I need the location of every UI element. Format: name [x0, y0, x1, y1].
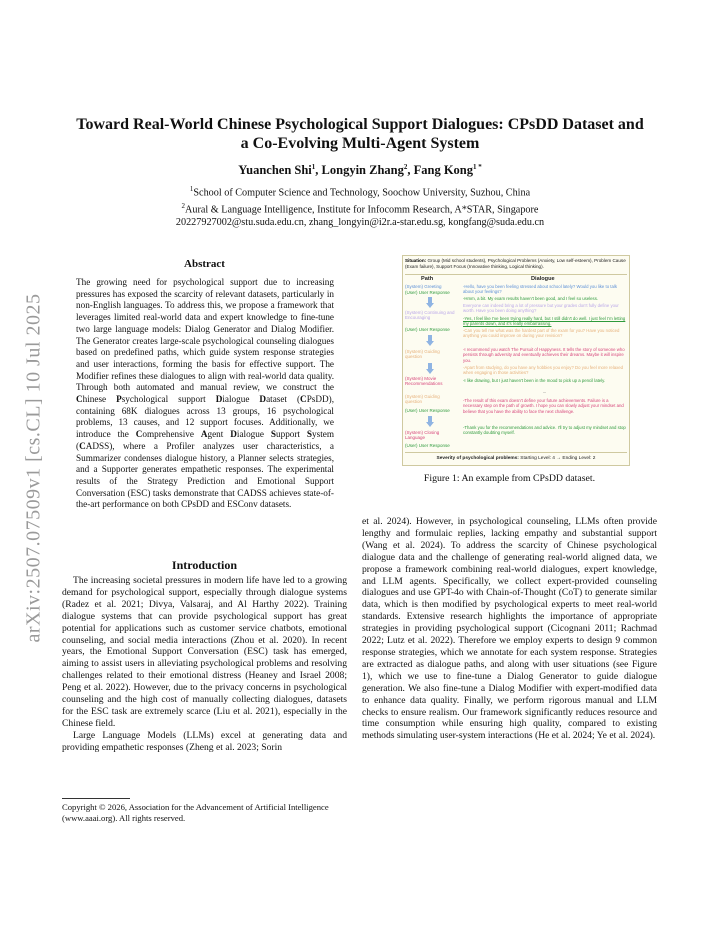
situation-label: Situation: — [405, 258, 427, 263]
title-line-2: a Co-Evolving Multi-Agent System — [240, 135, 480, 152]
path-arrow-icon — [426, 335, 434, 346]
footnote-rule — [62, 798, 130, 799]
figure-1 — [402, 255, 630, 466]
path-step: (System) Greeting — [405, 284, 442, 289]
figure-situation — [405, 258, 627, 270]
intro-paragraph-3: et al. 2024). However, in psychological counseling, LLMs often provide lengthy and formulaic replies, lacking empathy and substantial support (Wang et al. 2024). To address the scarcity of Chinese psychological dialogue data and the challenge of generating real-world aligned data, we propose a framework combining real-world dialogues, expert knowledge, and LLM agents. Specifically, we collect expert-provided counseling dialogues and use GPT-4o with Chain-of-Thought (CoT) to generate similar data, which is then modified by psychological experts to meet real-world standards. Extensive research highlights the importance of appropriate strategies in providing psychological support (Cicognani 2011; Rachmad 2022; Lutz et al. 2022). Therefore we employ experts to design 9 common response strategies, which we annotate for each system response. Strategies are extracted as dialogue paths, and along with user situations (see Figure 1), which we use to fine-tune a Dialog Generator to guide dialogue generation. We also fine-tune a Dialog Modifier with expert-modified data to enhance data quality. Finally, we perform rigorous manual and LLM checks to ensure realism. Our framework significantly reduces resource and time consumption while ensuring high quality, compared to existing methods simulating user-system interactions (He et al. 2024; Ye et al. 2024). — [362, 516, 657, 742]
path-arrow-icon — [426, 416, 434, 427]
intro-paragraph-2: Large Language Models (LLMs) excel at generating data and providing empathetic responses (Zheng et al. 2023; Sorin — [62, 729, 347, 753]
severity-row — [405, 456, 627, 461]
paper-title — [60, 115, 660, 153]
situation-text: Group (Mid school students), Psychological Problems (Anxiety, Low self-esteem), Problem Cause (Exam failure), Support Focus (Innovative thinking, Logical thinking). — [405, 258, 626, 269]
dialogue-turn: -Apart from studying, do you have any hobbies you enjoy? Do you feel more relaxed when engaging in those activities? — [463, 365, 624, 376]
dialogue-header: Dialogue — [531, 276, 555, 282]
path-header: Path — [421, 276, 434, 282]
copyright-footnote: Copyright © 2026, Association for the Advancement of Artificial Intelligence (www.aaai.org). All rights reserved. — [62, 802, 329, 823]
affil-number: 2 — [181, 201, 186, 210]
dialogue-turn: -Hmm, a bit. My exam results haven't been good, and I feel so useless. — [463, 296, 599, 301]
author-affil: 1 — [311, 163, 316, 171]
author-name: Yuanchen Shi — [238, 163, 312, 178]
affil-number: 1 — [189, 185, 194, 193]
author-name: Fang Kong — [413, 163, 474, 178]
dialogue-turn: -Hello, have you been feeling stressed about school lately? Would you like to talk about your feelings? — [463, 284, 617, 295]
author-name: Longyin Zhang — [321, 163, 404, 178]
severity-label: Severity of psychological problems: — [436, 456, 519, 461]
dialogue-turn: -Can you tell me what was the hardest part of the exam for you? Have you noticed anything you could improve on during your revision? — [463, 328, 620, 339]
path-step: (System) Guiding question — [405, 394, 440, 405]
abstract-part: , where a Profiler analyzes user characteristics, a Summarizer condenses dialogue history, a Planner selects strategies, and a Supporter generates empathetic responses. The experimental results of the Strategy Prediction and Emotional Support Conversation (ESC) tasks demonstrate that CADSS achieves state-of-the-art performance on both CPsDD and ESConv datasets. — [76, 440, 334, 510]
path-arrow-icon — [426, 363, 434, 374]
intro-paragraph-1: The increasing societal pressures in modern life have led to a growing demand for psychological support, especially through dialogue systems (Radez et al. 2021; Divya, Valsaraj, and Al Harthy 2022). Training dialogue systems that can provide psychological support has great potential for applications such as customer service chatbots, emotional counseling, and social media interactions (Zhou et al. 2020). In recent years, the Emotional Support Conversation (ESC) task has emerged, aiming to assist users in alleviating psychological problems and resolving challenges related to their emotional distress (Heaney and Israel 2008; Peng et al. 2022). However, due to the privacy concerns in psychological counseling and the high cost of manually collecting dialogues, datasets for the ESC task are extremely scarce (Liu et al. 2021), especially in the Chinese field. — [62, 575, 347, 729]
affiliations — [60, 183, 660, 229]
affiliation-2 — [60, 200, 660, 217]
path-step: (System) Continuing and Encouraging — [405, 310, 455, 321]
abstract-heading: Abstract — [184, 258, 225, 270]
author-list: Yuanchen Shi$^1$, Longyin Zhang$^2$, Fang Kong$^{1 *}$ — [238, 163, 482, 178]
affil-text: Aural & Language Intelligence, Institute for Infocomm Research, A*STAR, Singapore — [185, 204, 539, 216]
author-affil: 1 * — [473, 163, 482, 171]
path-step: (System) Guiding question — [405, 349, 440, 360]
figure-divider — [405, 274, 627, 275]
severity-value: Starting Level: 4 → Ending Level: 2 — [520, 456, 596, 461]
abstract-part: , containing 68K dialogues across 13 groups, 16 psychological problems, 13 causes, and 12 support focuses. Additionally, we introduce the — [76, 394, 334, 440]
path-arrow-icon — [426, 297, 434, 308]
path-step: (User) User Response — [405, 290, 450, 295]
figure-caption: Figure 1: An example from CPsDD dataset. — [423, 473, 596, 484]
arxiv-sidebar — [14, 258, 54, 678]
dialogue-ellipsis: ... — [542, 389, 547, 394]
dialogue-turn: -I like drawing, but I just haven't been in the mood to pick up a pencil lately. — [463, 378, 606, 383]
path-step: (User) User Response — [405, 408, 450, 413]
path-step: (User) User Response — [405, 327, 450, 332]
abstract-part: The growing need for psychological support due to increasing pressures has exposed the scarcity of relevant datasets, particularly in non-English languages. To address this, we propose a framework that leverages limited real-world data and expert knowledge to fine-tune two large language models: Dialog Generator and Dialog Modifier. The Generator creates large-scale psychological counseling dialogues based on predefined paths, which guide system response strategies and user interactions, forming the basis for effective support. The Modifier refines these dialogues to align with real-world data quality. Through both automated and manual review, we construct the — [76, 277, 334, 393]
dialogue-turn: -I recommend you watch The Pursuit of Happyness. It tells the story of someone who persists through adversity and eventually achieves their dreams. Maybe it will inspire you. — [463, 347, 625, 363]
dataset-name: Chinese Psychological support Dialogue Dataset (CPsDD) — [76, 394, 332, 405]
path-step: (System) Closing Language — [405, 430, 440, 441]
path-step: (System) Movie Recommendations — [405, 376, 443, 387]
system-name: Comprehensive Agent Dialogue Support System (CADSS) — [76, 429, 334, 451]
arxiv-id: arXiv:2507.07509v1 [cs.CL] 10 Jul 2025 — [22, 293, 45, 643]
dialogue-turn: -Yes, I feel like I've been trying really hard, but I still didn't do well. I just feel I'm letting my parents down, and it's really embarrassing. — [463, 316, 626, 327]
dialogue-turn: -Thank you for the recommendations and advice. I'll try to adjust my mindset and stop constantly doubting myself. — [463, 425, 626, 436]
dialogue-turn: Everyone can indeed bring a lot of pressure but your grades don't fully define your worth. Have you been doing anything? — [463, 303, 619, 314]
path-step: (User) User Response — [405, 443, 450, 448]
author-emails: 20227927002@stu.suda.edu.cn, zhang_longyin@i2r.a-star.edu.sg, kongfang@suda.edu.cn — [175, 216, 545, 228]
title-line-1: Toward Real-World Chinese Psychological Support Dialogues: CPsDD Dataset and — [76, 116, 644, 133]
right-column-text — [362, 516, 657, 742]
abstract-text — [76, 277, 334, 511]
dialogue-turn: -The result of this exam doesn't define your future achievements. Failure is a necessary step on the path of growth. I hope you can slowly adjust your mindset and believe that you have the ability to face the next challenge. — [463, 398, 624, 414]
affiliation-1 — [60, 183, 660, 200]
author-affil: 2 — [403, 163, 408, 171]
affil-text: School of Computer Science and Technology, Soochow University, Suzhou, China — [193, 187, 531, 199]
introduction-heading: Introduction — [171, 558, 238, 572]
left-column-text — [62, 575, 347, 754]
figure-divider — [405, 452, 627, 453]
